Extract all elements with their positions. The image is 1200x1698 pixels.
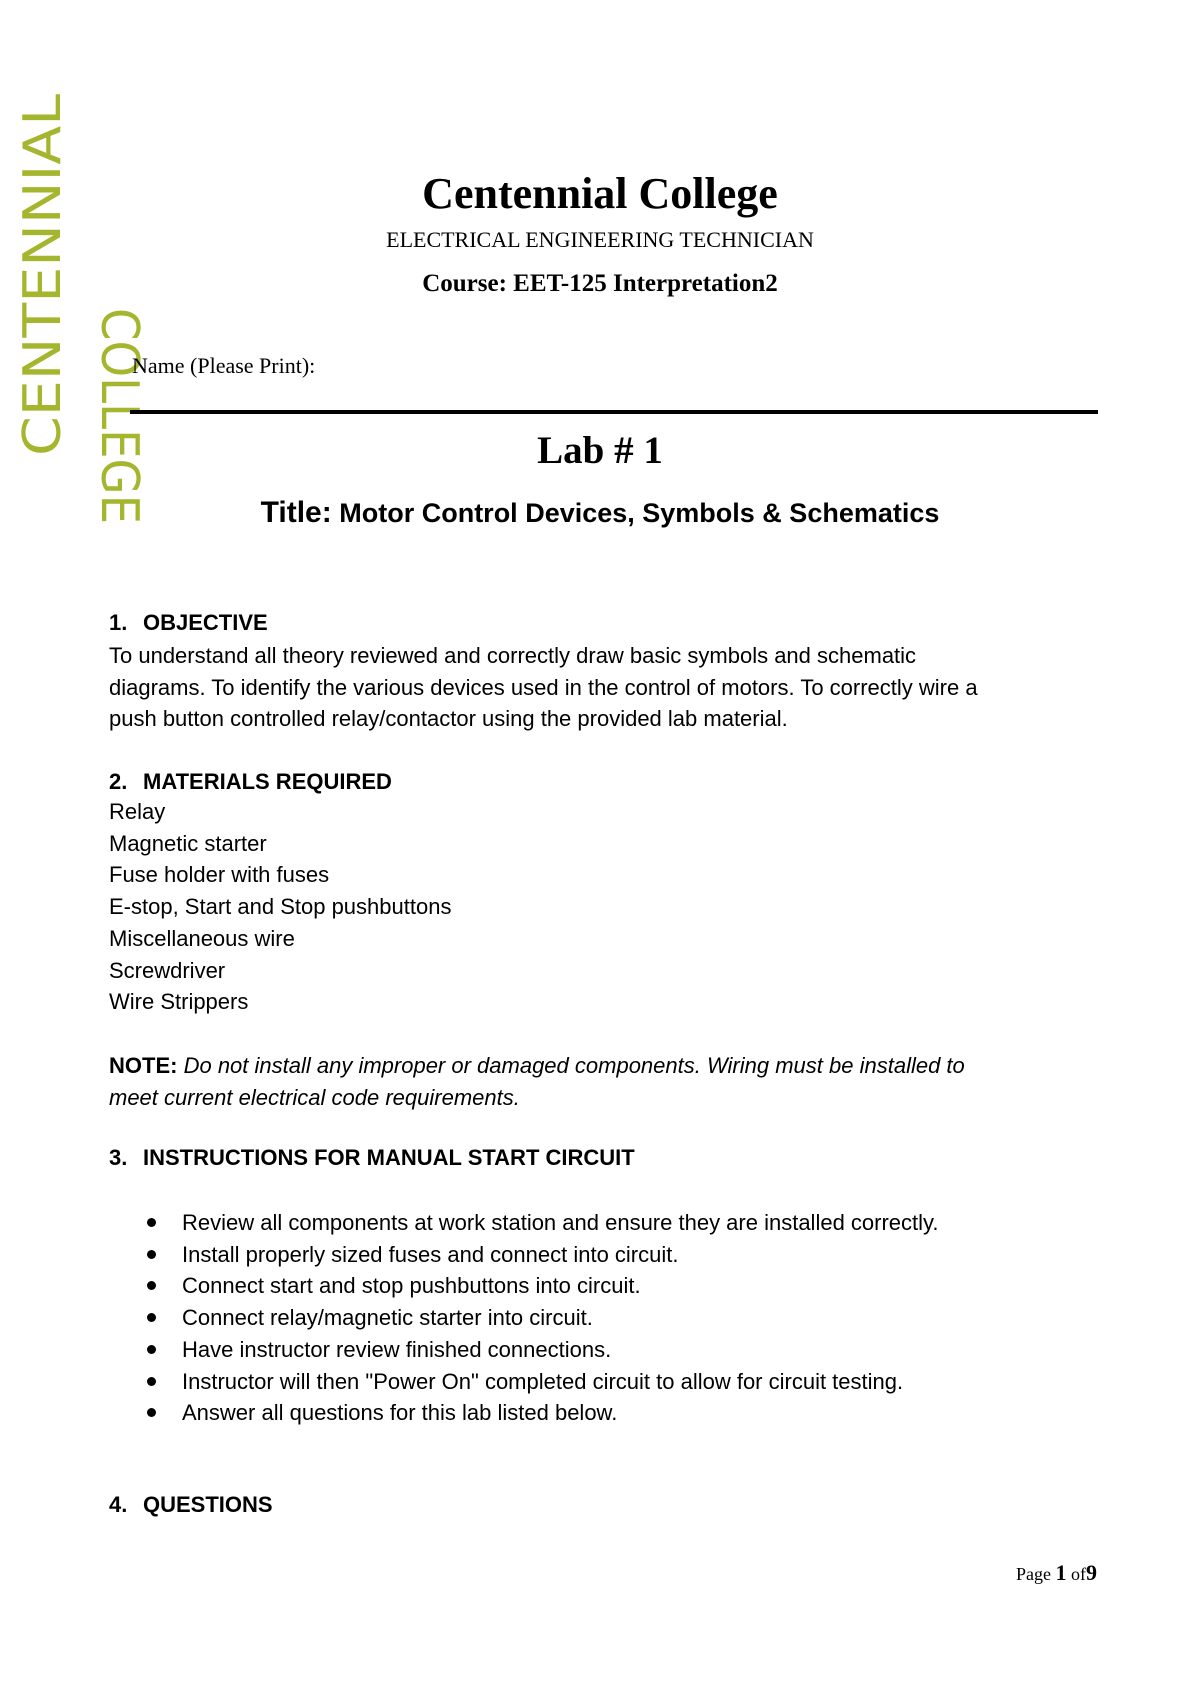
- material-item: Magnetic starter: [109, 830, 267, 856]
- material-item: Miscellaneous wire: [109, 925, 295, 951]
- material-item: E-stop, Start and Stop pushbuttons: [109, 894, 452, 920]
- lab-title-prefix: Title:: [260, 496, 332, 529]
- objective-text: [109, 640, 1099, 735]
- page-number: [1016, 1560, 1097, 1586]
- section-heading-text: INSTRUCTIONS FOR MANUAL START CIRCUIT: [143, 1145, 635, 1170]
- instruction-item: Answer all questions for this lab listed below.: [109, 1397, 939, 1429]
- program-name: ELECTRICAL ENGINEERING TECHNICIAN: [386, 227, 814, 252]
- materials-list: [109, 796, 451, 1018]
- materials-heading: [109, 769, 392, 795]
- bullet-icon: [147, 1218, 156, 1227]
- note-label: NOTE:: [109, 1053, 178, 1078]
- instruction-item: Connect start and stop pushbuttons into circuit.: [109, 1270, 939, 1302]
- bullet-icon: [147, 1377, 156, 1386]
- name-field-line: [130, 410, 1098, 414]
- lab-title-text: Motor Control Devices, Symbols & Schematics: [339, 498, 940, 528]
- college-name: Centennial College: [422, 169, 778, 218]
- objective-line: diagrams. To identify the various devices used in the control of motors. To correctly wire a: [109, 674, 978, 700]
- logo-text-college: COLLEGE: [89, 308, 149, 550]
- page-word: Page: [1016, 1564, 1051, 1584]
- course-title: Course: EET-125 Interpretation2: [422, 270, 778, 297]
- objective-line: push button controlled relay/contactor using the provided lab material.: [109, 706, 788, 732]
- safety-note: [109, 1050, 1099, 1113]
- instruction-item: Review all components at work station and ensure they are installed correctly.: [109, 1207, 939, 1239]
- instruction-item: Connect relay/magnetic starter into circuit.: [109, 1302, 939, 1334]
- logo-text-centennial: CENTENNIAL: [13, 125, 73, 456]
- instructions-heading: [109, 1145, 635, 1171]
- material-item: Relay: [109, 799, 166, 824]
- section-number: 4.: [109, 1492, 128, 1517]
- objective-heading: [109, 610, 268, 636]
- page-current: 1: [1055, 1560, 1067, 1585]
- section-heading-text: MATERIALS REQUIRED: [143, 769, 392, 794]
- lab-title: [0, 496, 1200, 530]
- name-field-label: Name (Please Print):: [132, 353, 316, 378]
- instructions-list: [109, 1207, 939, 1429]
- instruction-item: Install properly sized fuses and connect into circuit.: [109, 1239, 939, 1271]
- material-item: Screwdriver: [109, 957, 226, 983]
- note-text: Do not install any improper or damaged components. Wiring must be installed to: [183, 1053, 965, 1078]
- section-number: 3.: [109, 1145, 128, 1170]
- bullet-icon: [147, 1313, 156, 1322]
- section-heading-text: OBJECTIVE: [143, 610, 268, 635]
- bullet-icon: [147, 1281, 156, 1290]
- material-item: Wire Strippers: [109, 989, 249, 1015]
- page-of-word: of: [1071, 1564, 1086, 1584]
- bullet-icon: [147, 1408, 156, 1417]
- questions-heading: [109, 1492, 273, 1518]
- bullet-icon: [147, 1345, 156, 1354]
- instruction-item: Have instructor review finished connections.: [109, 1334, 939, 1366]
- material-item: Fuse holder with fuses: [109, 862, 330, 888]
- instruction-item: Instructor will then "Power On" completed circuit to allow for circuit testing.: [109, 1366, 939, 1398]
- section-number: 2.: [109, 769, 128, 794]
- section-heading-text: QUESTIONS: [143, 1492, 273, 1517]
- bullet-icon: [147, 1250, 156, 1259]
- lab-number: Lab # 1: [537, 429, 663, 472]
- page-total: 9: [1086, 1560, 1097, 1585]
- objective-line: To understand all theory reviewed and correctly draw basic symbols and schematic: [109, 643, 917, 668]
- section-number: 1.: [109, 610, 128, 635]
- note-text: meet current electrical code requirements.: [109, 1084, 520, 1110]
